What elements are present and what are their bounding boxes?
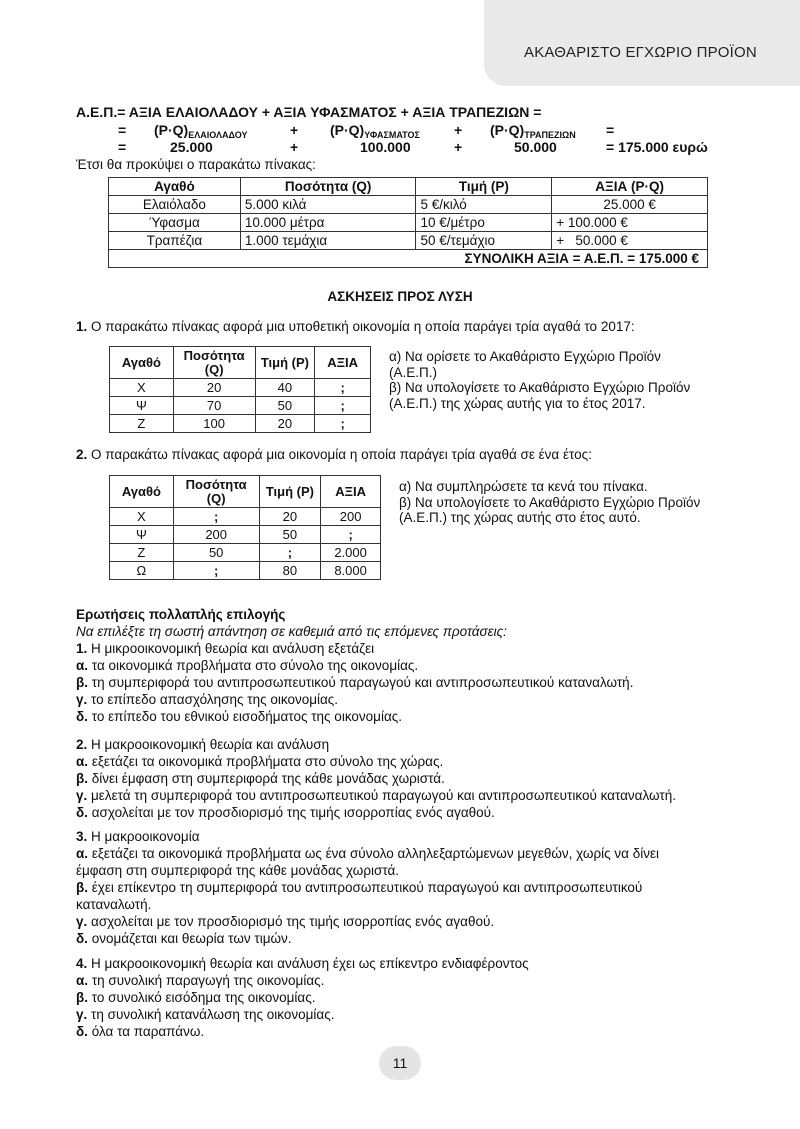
table-cell: ; [315, 379, 371, 397]
table-row [110, 526, 381, 544]
mc-instructions: Να επιλέξτε τη σωστή απάντηση σε καθεμιά από τις επόμενες προτάσεις: [76, 624, 507, 639]
table-row [110, 415, 371, 433]
table-header-row [109, 178, 708, 196]
table-cell: 2.000 [321, 544, 381, 562]
table-cell: Ζ [110, 544, 174, 562]
table-cell: ; [173, 562, 259, 580]
table-cell: + 50.000 € [552, 232, 708, 250]
formula-value-1: 25.000 [170, 139, 213, 155]
table-cell: Χ [110, 508, 174, 526]
formula-plus-1: + [290, 122, 299, 138]
header-tab [484, 0, 800, 86]
exercise-1-prompt: 1. Ο παρακάτω πίνακας αφορά μια υποθετική οικονομία η οποία παράγει τρία αγαθά το 2017: [76, 319, 635, 334]
formula-plus-3: + [290, 139, 299, 155]
table-cell: 10.000 μέτρα [240, 214, 416, 232]
option: β. το συνολικό εισόδημα της οικονομίας. [76, 990, 316, 1005]
formula-pq-3: $(P\cdot Q)_{TPA\Pi EZI\Omega N}$ [490, 122, 576, 140]
exercise-1-notes [389, 349, 690, 411]
table-cell: ; [315, 397, 371, 415]
formula-eq-2b: = [606, 122, 615, 138]
table-row [109, 196, 708, 214]
exercise-1-table [109, 346, 371, 433]
question-stem: Η μακροοικονομία [91, 829, 200, 844]
formula-eq-2: = [118, 122, 127, 138]
question-stem: Η μικροοικονομική θεωρία και ανάλυση εξετάζει [91, 641, 375, 656]
mc-title: Ερωτήσεις πολλαπλής επιλογής [76, 607, 286, 622]
table-row [110, 544, 381, 562]
table-cell: ; [259, 544, 321, 562]
table-row [110, 379, 371, 397]
note-line: α) Να ορίσετε το Ακαθάριστο Εγχώριο Προϊόν [389, 349, 661, 364]
table-cell: 5 €/κιλό [416, 196, 552, 214]
note-line: (Α.Ε.Π.) [389, 364, 438, 380]
table-header: Αγαθό [109, 178, 241, 196]
table-header: Ποσότητα (Q) [240, 178, 416, 196]
table-header: ΑΞΙΑ [315, 347, 371, 379]
formula-total: = 175.000 ευρώ [606, 139, 708, 155]
formula-intro: Έτσι θα προκύψει ο παρακάτω πίνακας: [76, 157, 316, 172]
table-header: Ποσότητα (Q) [173, 476, 259, 508]
table-cell: Ζ [110, 415, 174, 433]
table-cell: 20 [173, 379, 255, 397]
formula-plus-4: + [454, 139, 463, 155]
exercises-title: ΑΣΚΗΣΕΙΣ ΠΡΟΣ ΛΥΣΗ [327, 289, 473, 304]
table-header-row [110, 476, 381, 508]
table-total-row [109, 250, 708, 268]
option: γ. το επίπεδο απασχόλησης της οικονομίας. [76, 692, 339, 707]
table-cell: Ψ [110, 397, 174, 415]
option: β. τη συμπεριφορά του αντιπροσωπευτικού παραγωγού και αντιπροσωπευτικού καταναλωτή. [76, 675, 634, 690]
note-line: (Α.Ε.Π.) της χώρας αυτής για το έτος 2017. [389, 395, 646, 411]
table-row [110, 397, 371, 415]
note-line: (Α.Ε.Π.) της χώρας αυτής στο έτος αυτό. [399, 510, 641, 525]
exercise-2-notes [399, 479, 700, 526]
option-continuation: έμφαση στη συμπεριφορά της κάθε μονάδας χωριστά. [76, 863, 400, 878]
table-cell: 1.000 τεμάχια [240, 232, 416, 250]
option-continuation: καταναλωτή. [76, 897, 152, 912]
question-4: 4. Η μακροοικονομική θεωρία και ανάλυση έχει ως επίκεντρο ενδιαφέροντος α. τη συνολική παραγωγή της οικονομίας. β. το συνολικό εισόδημα της οικονομίας. γ. τη συνολική κατανάλωση της οικονομίας. δ. όλα τα παραπάνω. [76, 956, 529, 1039]
table-cell: Ελαιόλαδο [109, 196, 241, 214]
table-row [109, 232, 708, 250]
option: δ. όλα τα παραπάνω. [76, 1024, 205, 1039]
formula-pq-1: $(P\cdot Q)_{E\Lambda AIO\Lambda A\Delta O\Upsilon}$ [154, 122, 248, 140]
table-cell: + 100.000 € [552, 214, 708, 232]
table-cell: 20 [255, 415, 315, 433]
option: δ. ονομάζεται και θεωρία των τιμών. [76, 931, 292, 946]
table-cell: 20 [259, 508, 321, 526]
option: β. έχει επίκεντρο τη συμπεριφορά του αντιπροσωπευτικού παραγωγού και αντιπροσωπευτικού [76, 880, 643, 895]
option: γ. ασχολείται με τον προσδιορισμό της τιμής ισορροπίας ενός αγαθού. [76, 914, 495, 929]
header-title: ΑΚΑΘΑΡΙΣΤΟ ΕΓΧΩΡΙΟ ΠΡΟΪΟΝ [524, 44, 757, 61]
table-cell: 25.000 € [552, 196, 708, 214]
table-cell: 50 [255, 397, 315, 415]
table-header: ΑΞΙΑ (P·Q) [552, 178, 708, 196]
table-cell: 80 [259, 562, 321, 580]
option: α. εξετάζει τα οικονομικά προβλήματα ως ένα σύνολο αλληλεξαρτώμενων μεγεθών, χωρίς να δίνει [76, 846, 659, 861]
option: γ. τη συνολική κατανάλωση της οικονομίας. [76, 1007, 335, 1022]
table-cell: 10 €/μέτρο [416, 214, 552, 232]
option: δ. ασχολείται με τον προσδιορισμό της τιμής ισορροπίας ενός αγαθού. [76, 805, 495, 820]
exercise-2-table [109, 475, 381, 580]
table-cell: 8.000 [321, 562, 381, 580]
question-stem: Η μακροοικονομική θεωρία και ανάλυση [91, 737, 330, 752]
note-line: β) Να υπολογίσετε το Ακαθάριστο Εγχώριο Προϊόν [389, 380, 691, 395]
table-header: ΑΞΙΑ [321, 476, 381, 508]
formula-value-2: 100.000 [360, 139, 411, 155]
table-cell: 40 [255, 379, 315, 397]
option: α. τα οικονομικά προβλήματα στο σύνολο της οικονομίας. [76, 658, 419, 673]
table-cell: 100 [173, 415, 255, 433]
page-number: 11 [379, 1046, 421, 1080]
formula-value-3: 50.000 [514, 139, 557, 155]
table-total: ΣΥΝΟΛΙΚΗ ΑΞΙΑ = Α.Ε.Π. = 175.000 € [109, 250, 708, 268]
gdp-table [108, 177, 708, 268]
note-line: β) Να υπολογίσετε το Ακαθάριστο Εγχώριο Προϊόν [399, 494, 701, 510]
option: β. δίνει έμφαση στη συμπεριφορά της κάθε μονάδας χωριστά. [76, 771, 445, 786]
exercise-2-prompt: 2. Ο παρακάτω πίνακας αφορά μια οικονομία η οποία παράγει τρία αγαθά σε ένα έτος: [76, 447, 592, 462]
table-row [110, 508, 381, 526]
table-cell: Χ [110, 379, 174, 397]
question-2: 2. Η μακροοικονομική θεωρία και ανάλυση α. εξετάζει τα οικονομικά προβλήματα στο σύνολο της χώρας. β. δίνει έμφαση στη συμπεριφορά της κάθε μονάδας χωριστά. γ. μελετά τη συμπεριφορά του αντιπροσωπευτικού παραγωγού και αντιπροσωπευτικού καταναλωτή. δ. ασχολείται με τον προσδιορισμό της τιμής ισορροπίας ενός αγαθού. [76, 737, 676, 820]
table-header-row [110, 347, 371, 379]
table-header: Τιμή (P) [255, 347, 315, 379]
table-cell: 200 [173, 526, 259, 544]
table-cell: Ψ [110, 526, 174, 544]
table-cell: Ω [110, 562, 174, 580]
table-row [110, 562, 381, 580]
table-header: Αγαθό [110, 476, 174, 508]
question-3: 3. Η μακροοικονομία α. εξετάζει τα οικονομικά προβλήματα ως ένα σύνολο αλληλεξαρτώμενων μεγεθών, χωρίς να δίνει έμφαση στη συμπεριφορά της κάθε μονάδας χωριστά. β. έχει επίκεντρο τη συμπεριφορά του αντιπροσωπευτικού παραγωγού και αντιπροσωπευτικού καταναλωτή. γ. ασχολείται με τον προσδιορισμό της τιμής ισορροπίας ενός αγαθού. δ. ονομάζεται και θεωρία των τιμών. [76, 829, 659, 946]
formula-line-1: Α.Ε.Π.= ΑΞΙΑ ΕΛΑΙΟΛΑΔΟΥ + ΑΞΙΑ ΥΦΑΣΜΑΤΟΣ + ΑΞΙΑ ΤΡΑΠΕΖΙΩΝ = [76, 104, 542, 120]
table-cell: Ύφασμα [109, 214, 241, 232]
table-cell: 50 [173, 544, 259, 562]
question-stem: Η μακροοικονομική θεωρία και ανάλυση έχει ως επίκεντρο ενδιαφέροντος [91, 956, 529, 971]
table-cell: Τραπέζια [109, 232, 241, 250]
formula-eq-3: = [118, 139, 127, 155]
table-cell: ; [321, 526, 381, 544]
table-cell: ; [173, 508, 259, 526]
note-line: α) Να συμπληρώσετε τα κενά του πίνακα. [399, 479, 648, 494]
table-cell: 50 €/τεμάχιο [416, 232, 552, 250]
option: δ. το επίπεδο του εθνικού εισοδήματος της οικονομίας. [76, 709, 403, 724]
table-cell: 50 [259, 526, 321, 544]
table-header: Ποσότητα (Q) [173, 347, 255, 379]
table-cell: ; [315, 415, 371, 433]
table-cell: 70 [173, 397, 255, 415]
table-cell: 5.000 κιλά [240, 196, 416, 214]
formula-plus-2: + [454, 122, 463, 138]
option: γ. μελετά τη συμπεριφορά του αντιπροσωπευτικού παραγωγού και αντιπροσωπευτικού καταναλωτή. [76, 788, 676, 803]
formula-pq-2: $(P\cdot Q)_{\Upsilon\Phi A\Sigma MATO\Sigma}$ [330, 122, 420, 140]
table-cell: 200 [321, 508, 381, 526]
table-header: Τιμή (P) [416, 178, 552, 196]
option: α. εξετάζει τα οικονομικά προβλήματα στο σύνολο της χώρας. [76, 754, 444, 769]
option: α. τη συνολική παραγωγή της οικονομίας. [76, 973, 325, 988]
question-1: 1. Η μικροοικονομική θεωρία και ανάλυση εξετάζει α. τα οικονομικά προβλήματα στο σύνολο της οικονομίας. β. τη συμπεριφορά του αντιπροσωπευτικού παραγωγού και αντιπροσωπευτικού καταναλωτή. γ. το επίπεδο απασχόλησης της οικονομίας. δ. το επίπεδο του εθνικού εισοδήματος της οικονομίας. [76, 641, 634, 724]
table-row [109, 214, 708, 232]
table-header: Τιμή (P) [259, 476, 321, 508]
table-header: Αγαθό [110, 347, 174, 379]
